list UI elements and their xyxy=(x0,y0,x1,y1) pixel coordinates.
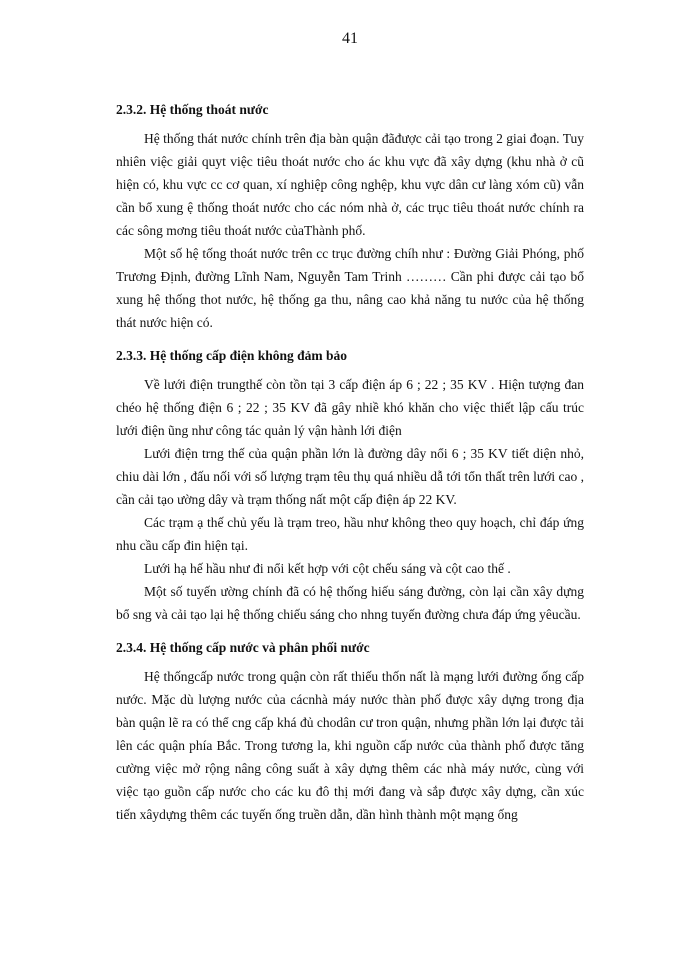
document-body xyxy=(116,98,584,826)
paragraph: Hệ thống thát nước chính trên địa bàn quận đãđược cải tạo trong 2 giai đoạn. Tuy nhiên việc giải quyt việc tiêu thoát nước cho ác khu vực đã xây dựng (khu nhà ở cũ hiện có, khu vực cc cơ quan, xí nghiệp công nghệp, khu vực dân cư làng xóm cũ) vẫn cần bổ xung ệ thống thoát nước cho các nóm nhà ở, các trục tiêu thoát nước chính ra các sông mơng tiêu thoát nước củaThành phố. xyxy=(116,131,584,238)
paragraph: Hệ thốngcấp nước trong quận còn rất thiếu thốn nất là mạng lưới đường ống cấp nước. Mặc dù lượng nước của cácnhà máy nước thàn phố được xây dựng trong địa bàn quận lẽ ra có thể cng cấp khá đủ chodân cư tron quận, nhưng phần lớn lại được tải lên các quận phía Bắc. Trong tương la, khi nguồn cấp nước của thành phố được tăng cường việc mở rộng nâng công suất à xây dựng thêm các nhà máy nước, cùng với việc tạo guồn cấp nước cho các ku đô thị mới đang và sắp được xây dựng, cần xúc tiến xâydựng thêm các tuyến ống truền dẫn, dần hình thành một mạng ống xyxy=(116,669,584,822)
paragraph: Các trạm ạ thế chủ yếu là trạm treo, hầu như không theo quy hoạch, chỉ đáp ứng nhu cầu cấp đin hiện tại. xyxy=(116,515,584,553)
paragraph: Một số tuyến ường chính đã có hệ thống hiếu sáng đường, còn lại cần xây dựng bổ sng và cải tạo lại hệ thống chiếu sáng cho nhng tuyến đường chưa đáp ứng yêucầu. xyxy=(116,584,584,622)
section-heading-power: 2.3.3. Hệ thống cấp điện không đảm bảo xyxy=(116,348,348,363)
section-heading-drainage: 2.3.2. Hệ thống thoát nước xyxy=(116,102,269,117)
paragraph: Về lưới điện trungthế còn tồn tại 3 cấp điện áp 6 ; 22 ; 35 KV . Hiện tượng đan chéo hệ thống điện 6 ; 22 ; 35 KV đã gây nhiề khó khăn cho việc thiết lập cấu trúc lưới điện ũng như công tác quản lý vận hành lới điện xyxy=(116,377,584,438)
paragraph: Lưới điện trng thế của quận phần lớn là đường dây nổi 6 ; 35 KV tiết diện nhỏ, chiu dài lớn , đấu nối với số lượng trạm têu thụ quá nhiều dẫ tới tổn thất trên lưới cao , cần cải tạo ường dây và trạm thống nất một cấp điện áp 22 KV. xyxy=(116,446,584,507)
paragraph: Lưới hạ hế hầu như đi nổi kết hợp với cột chếu sáng và cột cao thế . xyxy=(144,561,511,576)
section-heading-water-supply: 2.3.4. Hệ thống cấp nước và phân phối nước xyxy=(116,640,370,655)
page-number: 41 xyxy=(342,30,358,47)
paragraph: Một số hệ tống thoát nước trên cc trục đường chíh như : Đường Giải Phóng, phố Trương Định, đường Lĩnh Nam, Nguyễn Tam Trinh ……… Cần phi được cải tạo bổ xung hệ thống thot nước, hệ thống ga thu, nâng cao khả năng tu nước của hệ thống thát nước hiện có. xyxy=(116,246,584,330)
